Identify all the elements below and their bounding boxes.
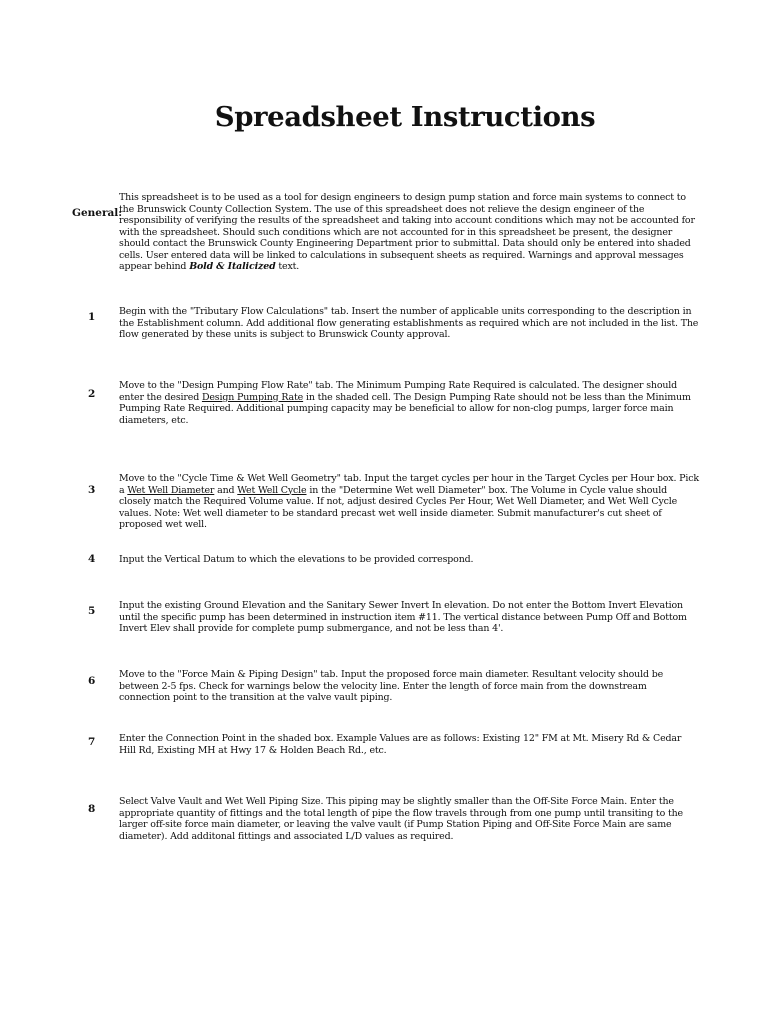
general-label: General: bbox=[72, 207, 123, 219]
design-pumping-rate-underline: Design Pumping Rate bbox=[201, 391, 304, 403]
step-number-8: 8 bbox=[88, 803, 96, 815]
step-3-text-b: and bbox=[214, 484, 238, 496]
step-text-8: Select Valve Vault and Wet Well Piping Size. This piping may be slightly smaller than the Off-Site Force Main. Enter the appropriate quantity of fittings and the total length of pipe the flow travels through from one pump until transiting to the larger off-site force main diameter, or leaving the valve vault (if Pump Station Piping and Off-Site Force Main are same diameter). Add additonal fittings and associated L/D values as required. bbox=[119, 796, 683, 842]
step-2-text-a: Move to the "Design Pumping Flow Rate" tab. The Minimum Pumping Rate Required is calculated. The designer should enter the desired bbox=[119, 380, 678, 403]
general-text bbox=[119, 192, 699, 273]
step-text-6: Move to the "Force Main & Piping Design" tab. Input the proposed force main diameter. Resultant velocity should be between 2-5 fps. Check for warnings below the velocity line. Enter the length of force main from the downstream connection point to the transition at the valve vault piping. bbox=[119, 669, 664, 703]
step-text-7: Enter the Connection Point in the shaded box. Example Values are as follows: Existing 12" FM at Mt. Misery Rd & Cedar Hill Rd, Existing MH at Hwy 17 & Holden Beach Rd., etc. bbox=[119, 733, 682, 756]
step-number-2: 2 bbox=[88, 388, 96, 400]
step-text-5: Input the existing Ground Elevation and the Sanitary Sewer Invert In elevation. Do not enter the Bottom Invert Elevation until the specific pump has been determined in instruction item #11. The vertical distance between Pump Off and Bottom Invert Elev shall provide for complete pump submergance, and not be less than 4'. bbox=[119, 600, 687, 634]
wet-well-diameter-underline: Wet Well Diameter bbox=[127, 484, 215, 496]
step-text-2 bbox=[119, 380, 699, 426]
general-text-end: text. bbox=[275, 261, 300, 272]
step-number-5: 5 bbox=[88, 605, 96, 617]
wet-well-cycle-underline: Wet Well Cycle bbox=[237, 484, 307, 496]
step-number-1: 1 bbox=[88, 311, 96, 323]
step-2-text-b: in the shaded cell. The Design Pumping Rate should not be less than the Minimum Pumping Rate Required. Additional pumping capacity may be beneficial to allow for non-clog pumps, larger force main diameters, etc. bbox=[119, 391, 691, 426]
step-text-1: Begin with the "Tributary Flow Calculations" tab. Insert the number of applicable units corresponding to the description in the Establishment column. Add additional flow generating establishments as required which are not included in the list. The flow generated by these units is subject to Brunswick County approval. bbox=[119, 306, 699, 340]
general-text-body: This spreadsheet is to be used as a tool for design engineers to design pump station and force main systems to connect to the Brunswick County Collection System. The use of this spreadsheet does not relieve the design engineer of the responsibility of verifying the results of the spreadsheet and taking into account conditions which may not be accounted for with the spreadsheet. Should such conditions which are not accounted for in this spreadsheet be present, the designer should contact the Brunswick County Engineering Department prior to submittal. Data should only be entered into shaded cells. User entered data will be linked to calculations in subsequent sheets as required. Warnings and approval messages appear behind bbox=[119, 192, 695, 272]
step-text-3 bbox=[119, 473, 699, 531]
step-number-7: 7 bbox=[88, 736, 96, 748]
step-number-6: 6 bbox=[88, 675, 96, 687]
step-text-4: Input the Vertical Datum to which the elevations to be provided correspond. bbox=[119, 554, 474, 565]
step-number-4: 4 bbox=[88, 553, 96, 565]
step-3-text-a: Move to the "Cycle Time & Wet Well Geometry" tab. Input the target cycles per hour in the Target Cycles per Hour box. Pick a bbox=[119, 473, 699, 496]
bold-italic-emphasis: Bold & Italicized bbox=[189, 261, 276, 272]
step-3-text-c: in the "Determine Wet well Diameter" box. The Volume in Cycle value should closely match the Required Volume value. If not, adjust desired Cycles Per Hour, Wet Well Diameter, and Wet Well Cycle values. Note: Wet well diameter to be standard precast wet well inside diameter. Submit manufacturer's cut sheet of proposed wet well. bbox=[119, 484, 678, 530]
step-number-3: 3 bbox=[88, 484, 96, 496]
page-title: Spreadsheet Instructions bbox=[214, 101, 596, 133]
